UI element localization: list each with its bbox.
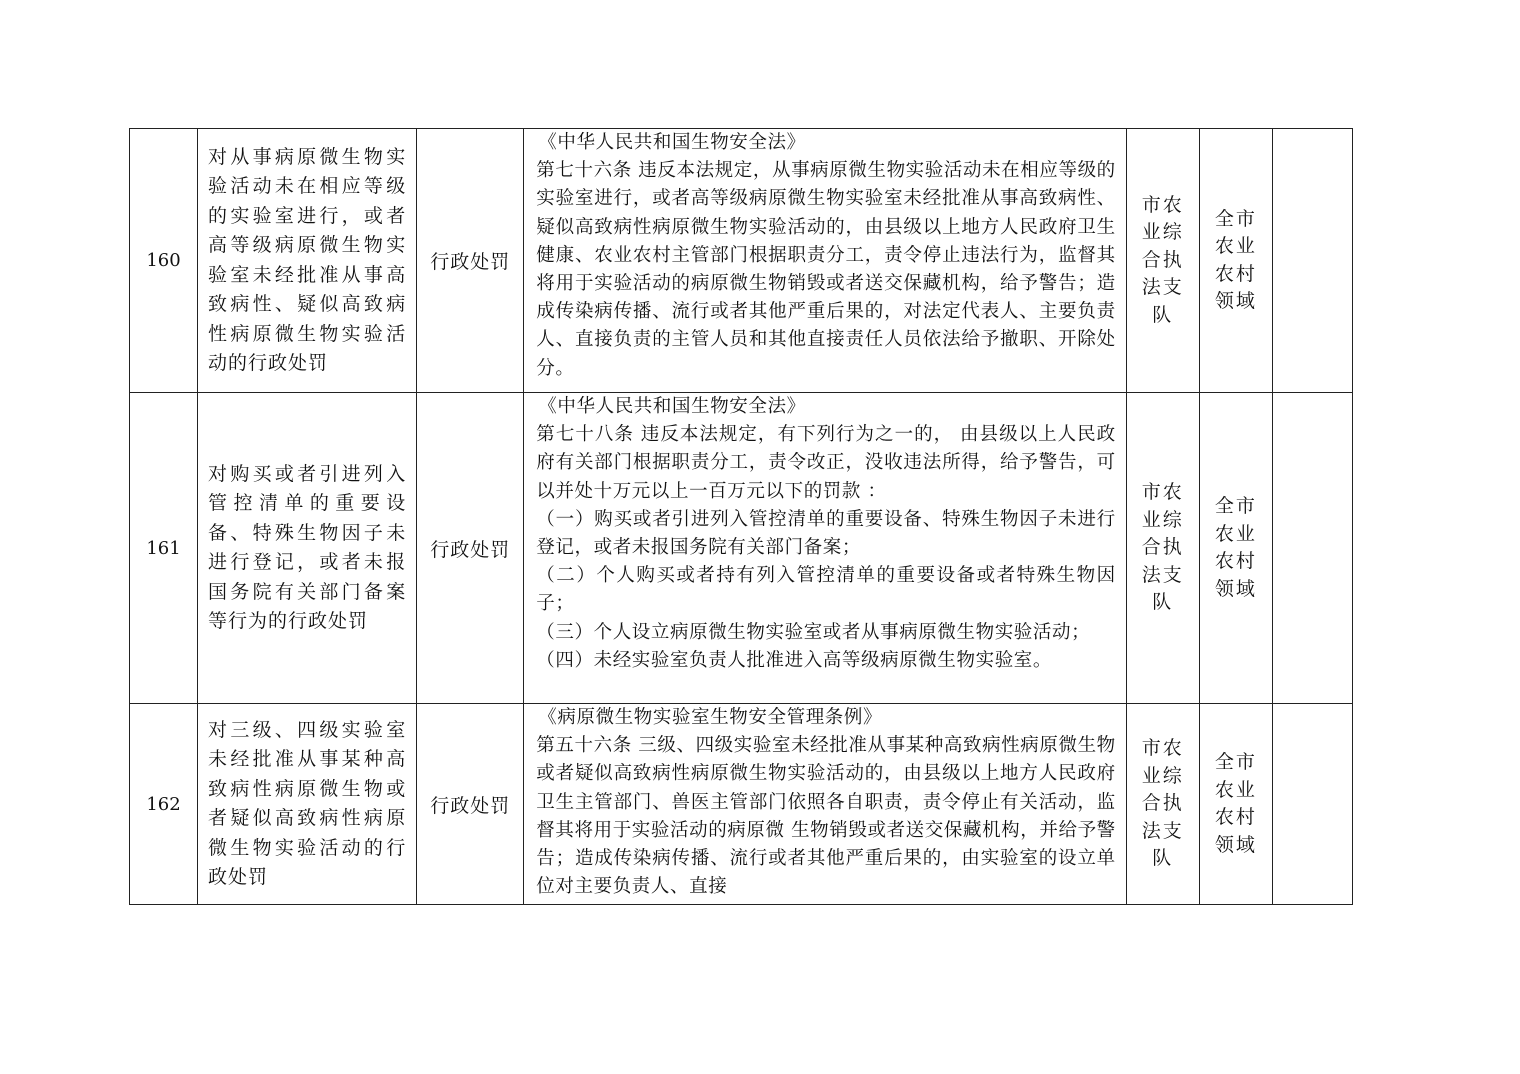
basis-title: 《中华人民共和国生物安全法》 (538, 396, 806, 417)
enforcement-unit (1126, 704, 1199, 905)
enforcement-scope (1199, 129, 1272, 393)
action-type: 行政处罚 (417, 129, 524, 393)
basis-item: （三）个人设立病原微生物实验室或者从事病原微生物实验活动； (536, 621, 1091, 643)
legal-basis (524, 129, 1126, 393)
basis-text: 第七十六条 违反本法规定，从事病原微生物实验活动未在相应等级的实验室进行，或者高等级病原微生物实验室未经批准从事高致病性、疑似高致病性病原微生物实验活动的，由县级以上地方人民政府卫生健康、农业农村主管部门根据职责分工，责令停止违法行为，监督其将用于实验活动的病原微生物销毁或者送交保藏机构，给予警告；造成传染病传播、流行或者其他严重后果的，对法定代表人、主要负责人、直接负责的主管人员和其他直接责任人员依法给予撤职、开除处分。 (536, 160, 1116, 379)
enforcement-scope (1199, 393, 1272, 704)
table-row (130, 393, 1353, 704)
table-row (130, 129, 1353, 393)
row-number: 162 (130, 704, 198, 905)
item-name: 对购买或者引进列入管控清单的重要设备、特殊生物因子未进行登记，或者未报国务院有关部门备案等行为的行政处罚 (198, 393, 417, 704)
row-number: 160 (130, 129, 198, 393)
basis-item: （二）个人购买或者持有列入管控清单的重要设备或者特殊生物因子； (536, 565, 1116, 615)
scope-text: 全市农业农村领域 (1214, 751, 1257, 856)
note-cell (1272, 393, 1352, 704)
enforcement-unit (1126, 129, 1199, 393)
action-type: 行政处罚 (417, 704, 524, 905)
legal-basis (524, 393, 1126, 704)
unit-text: 市农业综合执法支队 (1141, 737, 1184, 870)
note-cell (1272, 129, 1352, 393)
note-cell (1272, 704, 1352, 905)
basis-text: 第五十六条 三级、四级实验室未经批准从事某种高致病性病原微生物或者疑似高致病性病原微生物实验活动的，由县级以上地方人民政府卫生主管部门、兽医主管部门依照各自职责，责令停止有关活动，监督其将用于实验活动的病原微 生物销毁或者送交保藏机构，并给予警告；造成传染病传播、流行或者其他严重后果的，由实验室的设立单位对主要负责人、直接 (536, 735, 1116, 898)
scope-text: 全市农业农村领域 (1214, 207, 1257, 312)
item-name: 对三级、四级实验室未经批准从事某种高致病性病原微生物或者疑似高致病性病原微生物实验活动的行政处罚 (198, 704, 417, 905)
legal-basis (524, 704, 1126, 905)
basis-text: 第七十八条 违反本法规定，有下列行为之一的， 由县级以上人民政府有关部门根据职责分工，责令改正，没收违法所得，给予警告，可以并处十万元以上一百万元以下的罚款 ： (536, 424, 1116, 502)
enforcement-unit (1126, 393, 1199, 704)
action-type: 行政处罚 (417, 393, 524, 704)
scope-text: 全市农业农村领域 (1214, 495, 1257, 600)
basis-item: （四）未经实验室负责人批准进入高等级病原微生物实验室。 (536, 649, 1052, 671)
row-number: 161 (130, 393, 198, 704)
basis-title: 《病原微生物实验室生物安全管理条例》 (538, 707, 883, 728)
basis-title: 《中华人民共和国生物安全法》 (538, 132, 806, 153)
table-row (130, 704, 1353, 905)
unit-text: 市农业综合执法支队 (1141, 193, 1184, 326)
item-name: 对从事病原微生物实验活动未在相应等级的实验室进行，或者高等级病原微生物实验室未经批准从事高致病性、疑似高致病性病原微生物实验活动的行政处罚 (198, 129, 417, 393)
enforcement-table (129, 128, 1353, 905)
basis-item: （一）购买或者引进列入管控清单的重要设备、特殊生物因子未进行登记，或者未报国务院有关部门备案； (536, 508, 1116, 559)
unit-text: 市农业综合执法支队 (1141, 481, 1184, 614)
enforcement-scope (1199, 704, 1272, 905)
